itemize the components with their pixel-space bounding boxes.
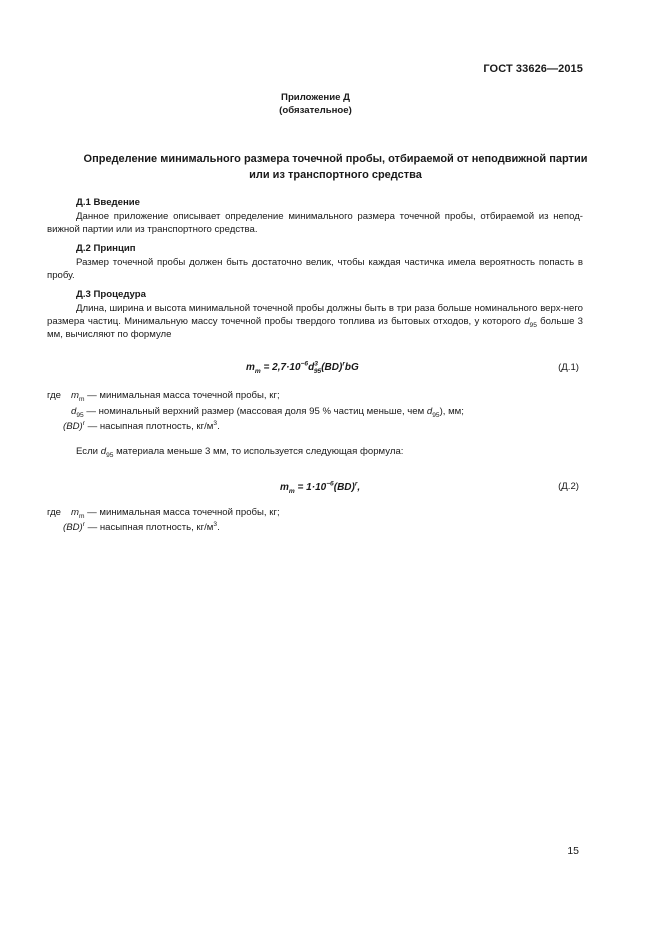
section-text-intro: Данное приложение описывает определение минимального размера точечной пробы, отбираемой из непод-вижной партии или из транспортного средства. xyxy=(47,211,583,235)
condition-before: Если xyxy=(76,446,101,457)
formula1-tail: bG xyxy=(344,362,359,373)
definition-item xyxy=(71,507,280,520)
section-text-procedure xyxy=(47,303,583,342)
def-symbol-sup: r xyxy=(82,520,85,528)
section-heading-principle: Д.2 Принцип xyxy=(76,243,136,254)
formula1-exp: −6 xyxy=(300,360,309,368)
def-text-end: . xyxy=(217,421,220,432)
condition-symbol: d xyxy=(100,446,107,457)
formula-number-d1: (Д.1) xyxy=(558,362,579,373)
procedure-d-symbol: d xyxy=(524,315,530,327)
annex-title: Приложение Д xyxy=(281,92,350,103)
definition-item xyxy=(63,421,220,434)
definitions-2 xyxy=(47,507,607,541)
def-text: — номинальный верхний размер (массовая доля 95 % частиц меньше, чем xyxy=(83,406,427,417)
def-text-end: . xyxy=(217,522,220,533)
page-title-line-1: Определение минимального размера точечной пробы, отбираемой от неподвижной партии xyxy=(83,153,588,165)
def-inline-symbol: d xyxy=(426,406,433,417)
definition-item xyxy=(71,406,464,419)
def-inline-symbol-sub: 95 xyxy=(432,411,440,419)
condition-symbol-sub: 95 xyxy=(106,451,114,459)
def-text: — насыпная плотность, кг/м xyxy=(84,421,214,432)
formula1-bd-sup: r xyxy=(342,360,345,368)
page-title xyxy=(40,152,631,184)
formula1-coef: = 2,7·10 xyxy=(260,362,301,373)
section-text-principle: Размер точечной пробы должен быть достаточно велик, чтобы каждая частичка имела вероятность попасть в пробу. xyxy=(47,257,583,281)
procedure-d-sub: 95 xyxy=(529,321,537,329)
formula1-lhs: m xyxy=(246,362,255,373)
formula1-lhs-sub: m xyxy=(254,368,261,375)
section-heading-procedure: Д.3 Процедура xyxy=(76,289,146,300)
where-label-2: где xyxy=(47,507,62,518)
formula1-bd: (BD) xyxy=(321,362,343,373)
formula-number-d2: (Д.2) xyxy=(558,481,579,492)
page-title-line-2: или из транспортного средства xyxy=(249,168,422,181)
formula2-bd: (BD) xyxy=(333,482,355,493)
def-symbol: d xyxy=(71,406,77,417)
annex-status: (обязательное) xyxy=(279,105,352,116)
condition-after: материала меньше 3 мм, то используется следующая формула: xyxy=(113,446,404,457)
formula2-lhs: m xyxy=(280,482,289,493)
condition-line xyxy=(76,446,403,459)
formula2-lhs-sub: m xyxy=(288,488,295,495)
formula1-d-sup: 3 xyxy=(314,360,318,368)
def-symbol-sup: r xyxy=(82,419,85,427)
page-number: 15 xyxy=(567,845,579,857)
definitions-1 xyxy=(47,390,607,440)
def-symbol-sub: 95 xyxy=(76,411,84,419)
def-unit-sup: 3 xyxy=(213,520,218,528)
definition-item xyxy=(63,522,220,535)
section-heading-intro: Д.1 Введение xyxy=(76,197,140,208)
where-label-1: где xyxy=(47,390,62,401)
def-symbol: (BD) xyxy=(63,421,83,432)
def-symbol: (BD) xyxy=(63,522,83,533)
formula-d1 xyxy=(246,361,359,375)
formula2-coef: = 1·10 xyxy=(294,482,327,493)
formula1-d-sub: 95 xyxy=(313,368,322,375)
document-code: ГОСТ 33626—2015 xyxy=(483,63,583,75)
def-symbol: m xyxy=(71,390,79,401)
def-text-end: ), мм; xyxy=(439,406,464,417)
def-symbol-sub: m xyxy=(79,512,85,520)
def-symbol-sub: m xyxy=(79,395,85,403)
def-text: — насыпная плотность, кг/м xyxy=(84,522,214,533)
procedure-text-tail: больше 3 мм, вычисляют по формуле xyxy=(47,315,584,340)
def-symbol: m xyxy=(71,507,79,518)
def-unit-sup: 3 xyxy=(213,419,218,427)
formula2-end: , xyxy=(357,482,361,493)
def-text: — минимальная масса точечной пробы, кг; xyxy=(84,507,280,518)
formula-d2 xyxy=(280,481,360,495)
formula2-exp: −6 xyxy=(326,480,334,488)
definition-item xyxy=(71,390,280,403)
formula2-bd-sup: r xyxy=(354,480,358,488)
def-text: — минимальная масса точечной пробы, кг; xyxy=(84,390,280,401)
procedure-text-main: Длина, ширина и высота минимальной точечной пробы должны быть в три раза больше номинального верх-него размера частиц. Минимальную массу точечной пробы твердого топлива из бытовых отходов, у которого xyxy=(47,303,583,327)
formula1-d: d xyxy=(308,362,315,373)
